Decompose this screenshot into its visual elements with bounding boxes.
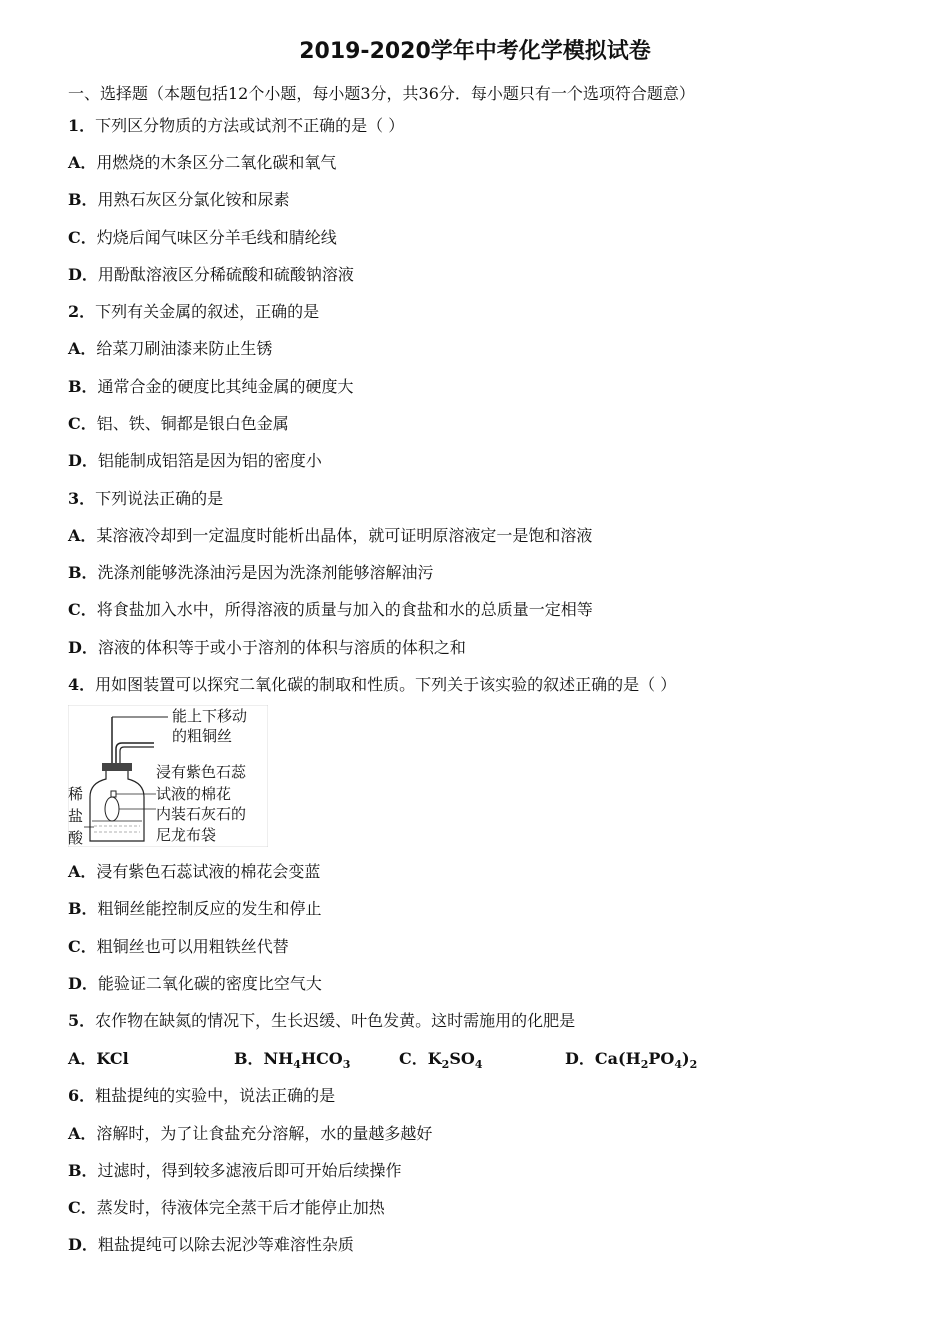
option-text: 粗盐提纯可以除去泥沙等难溶性杂质	[97, 1235, 354, 1254]
option-text: 将食盐加入水中，所得溶液的质量与加入的食盐和水的总质量一定相等	[96, 600, 593, 619]
question-number: 3．	[68, 489, 96, 508]
option-1a[interactable]	[68, 153, 336, 173]
stopper-shape	[102, 763, 132, 771]
option-label: A．	[68, 339, 97, 358]
option-5c[interactable]	[399, 1049, 482, 1075]
label-acid-1: 稀	[68, 785, 84, 803]
option-4a[interactable]	[68, 862, 320, 882]
option-label: D．	[68, 451, 98, 470]
option-label: C．	[68, 414, 97, 433]
option-2a[interactable]	[68, 339, 272, 359]
option-text: 粗铜丝也可以用粗铁丝代替	[96, 937, 289, 956]
option-text: 铝能制成铝箔是因为铝的密度小	[97, 451, 322, 470]
option-formula: $K_2SO_4$	[427, 1049, 483, 1072]
option-2b[interactable]	[68, 377, 354, 397]
option-text: 过滤时，得到较多滤液后即可开始后续操作	[97, 1161, 402, 1180]
question-text: 粗盐提纯的实验中，说法正确的是	[95, 1086, 336, 1105]
option-text: 灼烧后闻气味区分羊毛线和腈纶线	[96, 228, 337, 247]
question-number: 2．	[68, 302, 96, 321]
option-6b[interactable]	[68, 1161, 402, 1181]
option-1d[interactable]	[68, 265, 354, 285]
option-3d[interactable]	[68, 638, 466, 658]
option-2d[interactable]	[68, 451, 322, 471]
option-text: 铝、铁、铜都是银白色金属	[96, 414, 289, 433]
option-label: C．	[68, 600, 97, 619]
option-label: D．	[68, 638, 98, 657]
option-5d[interactable]	[565, 1049, 697, 1075]
page-title: 2019-2020学年中考化学模拟试卷	[299, 39, 651, 64]
option-text: 溶液的体积等于或小于溶剂的体积与溶质的体积之和	[97, 638, 466, 657]
co2-apparatus-figure	[68, 705, 268, 847]
option-label: D．	[565, 1049, 595, 1068]
option-label: B．	[68, 899, 98, 918]
question-text: 下列区分物质的方法或试剂不正确的是（ ）	[95, 116, 405, 135]
option-6c[interactable]	[68, 1198, 385, 1218]
option-label: B．	[68, 563, 98, 582]
option-text: 能验证二氧化碳的密度比空气大	[97, 974, 322, 993]
option-text: 用熟石灰区分氯化铵和尿素	[97, 190, 290, 209]
option-label: A．	[68, 526, 97, 545]
label-copper-2: 的粗铜丝	[172, 727, 233, 745]
option-4b[interactable]	[68, 899, 322, 919]
option-text: 蒸发时，待液体完全蒸干后才能停止加热	[96, 1198, 385, 1217]
option-text: 洗涤剂能够洗涤油污是因为洗涤剂能够溶解油污	[97, 563, 434, 582]
question-text: 农作物在缺氮的情况下，生长迟缓、叶色发黄。这时需施用的化肥是	[95, 1011, 576, 1030]
question-number: 5．	[68, 1011, 96, 1030]
option-label: A．	[68, 862, 97, 881]
option-label: D．	[68, 265, 98, 284]
option-text: 用酚酞溶液区分稀硫酸和硫酸钠溶液	[97, 265, 354, 284]
option-label: C．	[399, 1049, 428, 1068]
question-2	[68, 302, 319, 322]
option-3c[interactable]	[68, 600, 593, 620]
label-acid-2: 盐	[68, 807, 84, 825]
option-1c[interactable]	[68, 228, 337, 248]
option-text: 给菜刀刷油漆来防止生锈	[96, 339, 273, 358]
label-copper-1: 能上下移动	[172, 707, 248, 725]
option-text: 某溶液冷却到一定温度时能析出晶体，就可证明原溶液定一是饱和溶液	[96, 526, 593, 545]
option-text: 浸有紫色石蕊试液的棉花会变蓝	[96, 862, 321, 881]
option-5b[interactable]	[234, 1049, 350, 1075]
option-label: B．	[68, 1161, 98, 1180]
option-4d[interactable]	[68, 974, 322, 994]
label-acid-3: 酸	[68, 829, 84, 847]
option-4c[interactable]	[68, 937, 289, 957]
apparatus-diagram	[68, 705, 268, 847]
option-label: C．	[68, 1198, 97, 1217]
section-heading: 一、选择题（本题包括12个小题，每小题3分，共36分．每小题只有一个选项符合题意）	[68, 84, 695, 103]
option-formula: $NH_4HCO_3$	[263, 1049, 351, 1072]
label-bag-1: 内装石灰石的	[156, 805, 247, 823]
option-text: 用燃烧的木条区分二氧化碳和氧气	[96, 153, 337, 172]
question-1	[68, 116, 404, 136]
label-bag-2: 尼龙布袋	[156, 826, 217, 844]
option-label: A．	[68, 1124, 97, 1143]
question-number: 4．	[68, 675, 96, 694]
option-2c[interactable]	[68, 414, 289, 434]
option-text: 通常合金的硬度比其纯金属的硬度大	[97, 377, 354, 396]
option-label: A．	[68, 153, 97, 172]
option-label: B．	[68, 377, 98, 396]
option-6d[interactable]	[68, 1235, 354, 1255]
question-3	[68, 489, 223, 509]
option-3a[interactable]	[68, 526, 592, 546]
option-label: D．	[68, 1235, 98, 1254]
question-text: 下列有关金属的叙述，正确的是	[95, 302, 320, 321]
option-1b[interactable]	[68, 190, 290, 210]
question-text: 用如图装置可以探究二氧化碳的制取和性质。下列关于该实验的叙述正确的是（ ）	[95, 675, 677, 694]
option-5a[interactable]	[68, 1049, 129, 1069]
option-label: B．	[234, 1049, 264, 1068]
option-label: B．	[68, 190, 98, 209]
option-formula: KCl	[96, 1049, 129, 1068]
option-label: C．	[68, 937, 97, 956]
option-label: A．	[68, 1049, 97, 1068]
option-text: 粗铜丝能控制反应的发生和停止	[97, 899, 322, 918]
option-6a[interactable]	[68, 1124, 432, 1144]
option-formula: $Ca(H_2PO_4)_2$	[594, 1049, 698, 1072]
question-number: 6．	[68, 1086, 96, 1105]
option-3b[interactable]	[68, 563, 434, 583]
label-cotton-1: 浸有紫色石蕊	[156, 763, 247, 781]
option-label: D．	[68, 974, 98, 993]
question-number: 1．	[68, 116, 96, 135]
question-text: 下列说法正确的是	[95, 489, 224, 508]
option-label: C．	[68, 228, 97, 247]
question-6	[68, 1086, 335, 1106]
question-5	[68, 1011, 575, 1031]
label-cotton-2: 试液的棉花	[156, 785, 232, 803]
option-text: 溶解时，为了让食盐充分溶解，水的量越多越好	[96, 1124, 433, 1143]
question-4	[68, 675, 676, 695]
